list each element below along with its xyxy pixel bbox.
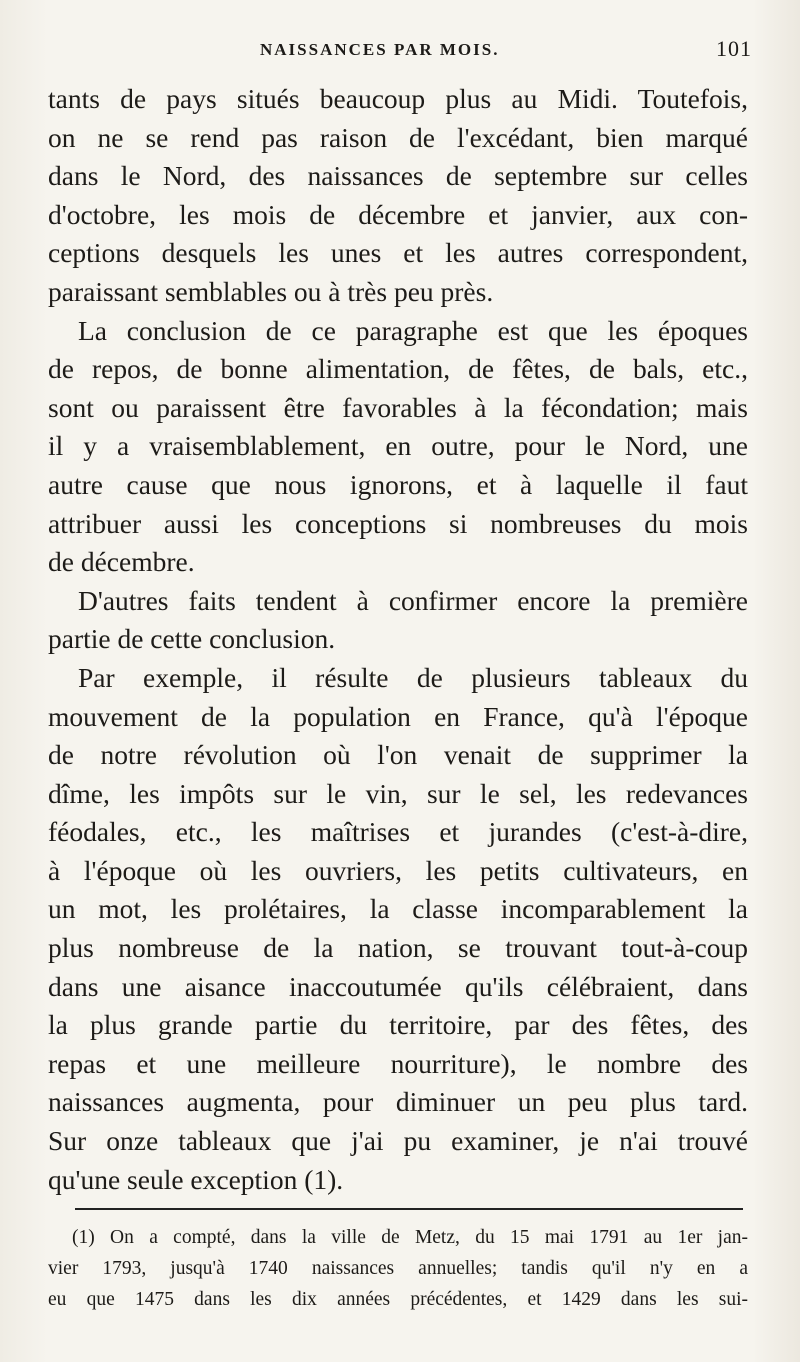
text-line: d'octobre, les mois de décembre et janvier, aux con- [48, 198, 748, 230]
text-line: autre cause que nous ignorons, et à laquelle il faut [48, 468, 748, 500]
footnote-line: eu que 1475 dans les dix années précédentes, et 1429 dans les sui- [48, 1289, 748, 1310]
text-line: plus nombreuse de la nation, se trouvant tout-à-coup [48, 932, 748, 964]
text-line: ceptions desquels les unes et les autres correspondent, [48, 237, 748, 269]
text-line: dîme, les impôts sur le vin, sur le sel, les redevances [48, 777, 748, 809]
text-line: paraissant semblables ou à très peu près. [48, 275, 494, 307]
footnote-line: (1) On a compté, dans la ville de Metz, du 15 mai 1791 au 1er jan- [72, 1227, 748, 1248]
text-line: Par exemple, il résulte de plusieurs tableaux du [78, 661, 748, 693]
text-line: on ne se rend pas raison de l'excédant, bien marqué [48, 121, 748, 153]
text-line: de notre révolution où l'on venait de supprimer la [48, 739, 748, 771]
text-line: à l'époque où les ouvriers, les petits cultivateurs, en [48, 854, 748, 886]
text-line: attribuer aussi les conceptions si nombreuses du mois [48, 507, 748, 539]
text-line: La conclusion de ce paragraphe est que les époques [78, 314, 748, 346]
text-line: la plus grande partie du territoire, par des fêtes, des [48, 1009, 748, 1041]
text-line: naissances augmenta, pour diminuer un peu plus tard. [48, 1086, 748, 1118]
text-line: dans une aisance inaccoutumée qu'ils célébraient, dans [48, 970, 748, 1002]
text-line: dans le Nord, des naissances de septembre sur celles [48, 160, 748, 192]
page-number: 101 [716, 36, 752, 61]
text-line: de repos, de bonne alimentation, de fêtes, de bals, etc., [48, 353, 748, 385]
text-line: mouvement de la population en France, qu'à l'époque [48, 700, 748, 732]
text-line: il y a vraisemblablement, en outre, pour le Nord, une [48, 430, 748, 462]
text-line: Sur onze tableaux que j'ai pu examiner, je n'ai trouvé [48, 1125, 748, 1157]
text-line: D'autres faits tendent à confirmer encore la première [78, 584, 748, 616]
footnote-rule [75, 1208, 743, 1210]
text-line: repas et une meilleure nourriture), le nombre des [48, 1047, 748, 1079]
body-text [48, 80, 748, 1199]
text-line: sont ou paraissent être favorables à la fécondation; mais [48, 391, 748, 423]
text-line: tants de pays situés beaucoup plus au Midi. Toutefois, [48, 83, 748, 114]
footnote-line: vier 1793, jusqu'à 1740 naissances annuelles; tandis qu'il n'y en a [48, 1258, 748, 1279]
text-line: partie de cette conclusion. [48, 623, 336, 655]
footnote [48, 1222, 748, 1315]
text-line: qu'une seule exception (1). [48, 1163, 344, 1195]
running-head: NAISSANCES PAR MOIS. [260, 40, 500, 59]
text-line: féodales, etc., les maîtrises et jurandes (c'est-à-dire, [48, 816, 748, 848]
text-line: de décembre. [48, 546, 195, 578]
page-header [48, 30, 752, 70]
text-line: un mot, les prolétaires, la classe incomparablement la [48, 893, 748, 925]
